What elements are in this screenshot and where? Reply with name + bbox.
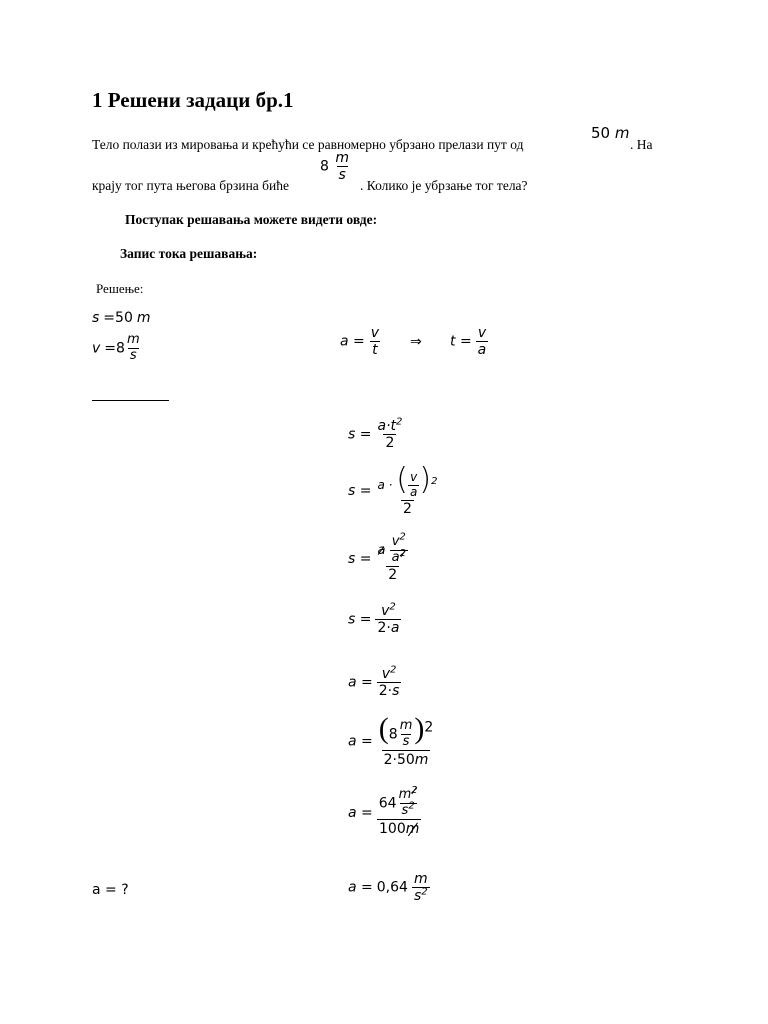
- s-eq-label: s =: [348, 482, 372, 499]
- speed-unit-num: m: [335, 150, 350, 166]
- result-value: 0,64: [376, 879, 408, 896]
- t-den: a: [477, 342, 487, 359]
- given-speed: [92, 333, 142, 364]
- given-v-unit-den: s: [129, 347, 137, 363]
- s4-fraction: [375, 603, 401, 636]
- a2-den: 2·50m: [383, 751, 429, 768]
- given-v-unit: [125, 333, 142, 364]
- a1-fraction: [377, 666, 402, 699]
- problem-text-1: Тело полази из мировања и крећући се равномерно убрзано прелази пут од: [92, 137, 524, 152]
- speed-unit-den: s: [338, 167, 346, 184]
- equals-sign: =: [104, 340, 117, 357]
- unknown-acceleration: a = ?: [92, 882, 129, 898]
- s1-num: $a\cdot t^2$: [377, 416, 403, 434]
- separator-line: [92, 400, 169, 401]
- problem-line-2: крају тог пута његова брзина биће: [92, 178, 290, 193]
- equals-sign: =: [103, 310, 116, 326]
- a3-den: 100m: [379, 820, 420, 837]
- formula-s-4: [348, 603, 401, 636]
- speed-unit-fraction: [333, 150, 351, 183]
- a-eq-label: a =: [348, 674, 373, 691]
- given-s-unit: m: [136, 310, 151, 326]
- given-s-var: s: [92, 310, 100, 326]
- page-title: 1 Решени задаци бр.1: [92, 88, 294, 112]
- formula-a-1: [348, 666, 401, 699]
- a3-fraction: [377, 784, 422, 838]
- a2-num: (8 $\frac{m}{s}$ )$^2$: [378, 712, 434, 749]
- s3-fraction: [375, 531, 409, 583]
- s1-fraction: [375, 418, 404, 451]
- result-unit-den: $s^2$: [413, 886, 428, 905]
- a-def-left: a =: [340, 333, 365, 350]
- a-eq-label: a =: [348, 733, 373, 750]
- speed-formula: [320, 150, 351, 183]
- given-s-value: 50: [115, 310, 133, 326]
- given-v-value: 8: [116, 340, 125, 357]
- problem-line-1-end: . На: [630, 137, 653, 152]
- acceleration-definition: [340, 325, 381, 358]
- t-fraction: [476, 325, 489, 358]
- a1-den: 2·s: [378, 683, 400, 700]
- s4-den: 2·a: [377, 620, 400, 637]
- a-eq-label: a =: [348, 879, 373, 896]
- t-num: v: [477, 325, 487, 341]
- given-distance: [92, 309, 151, 327]
- s3-num: a $\frac{v^2}{a^2}$: [377, 531, 406, 565]
- procedure-heading: Поступак решавања можете видети овде:: [125, 212, 378, 227]
- distance-unit: m: [614, 124, 630, 142]
- result-unit: [412, 871, 430, 904]
- time-formula: [450, 325, 488, 358]
- problem-line-1: [92, 137, 523, 153]
- distance-value: 50: [591, 124, 611, 142]
- t-left: t =: [450, 333, 472, 350]
- given-v-unit-num: m: [126, 332, 140, 347]
- s2-num: a · ( $\frac{v}{a}$ )$^2$: [377, 462, 438, 499]
- formula-s-3: [348, 531, 410, 583]
- speed-value: 8: [320, 158, 329, 175]
- s3-den: 2: [388, 566, 398, 583]
- a2-fraction: [377, 714, 436, 769]
- problem-line-2-end: . Колико је убрзање тог тела?: [360, 178, 528, 193]
- s2-den: 2: [403, 500, 412, 517]
- a3-num: 64 $\frac{m^2}{s^2}$: [378, 784, 418, 818]
- formula-a-2: [348, 714, 435, 769]
- s1-den: 2: [385, 435, 395, 452]
- solution-label: Решење:: [96, 281, 144, 296]
- s4-num: $v^2$: [381, 601, 396, 619]
- a1-num: $v^2$: [381, 664, 397, 682]
- s2-fraction: [375, 462, 439, 517]
- a-def-fraction: [369, 325, 381, 358]
- a-def-den: t: [372, 342, 378, 359]
- formula-s-1: [348, 418, 404, 451]
- record-heading: Запис тока решавања:: [120, 246, 258, 261]
- formula-s-2: [348, 462, 439, 517]
- result-unit-num: m: [413, 871, 428, 887]
- distance-formula: [591, 124, 630, 142]
- formula-a-3: [348, 784, 422, 838]
- s-eq-label: s =: [348, 611, 372, 628]
- given-v-var: v: [92, 340, 101, 357]
- result-acceleration: [348, 871, 430, 904]
- a-eq-label: a =: [348, 805, 373, 822]
- a-def-num: v: [370, 325, 380, 341]
- s-eq-label: s =: [348, 426, 372, 443]
- s-eq-label: s =: [348, 550, 372, 567]
- implies-arrow: ⇒: [410, 334, 422, 350]
